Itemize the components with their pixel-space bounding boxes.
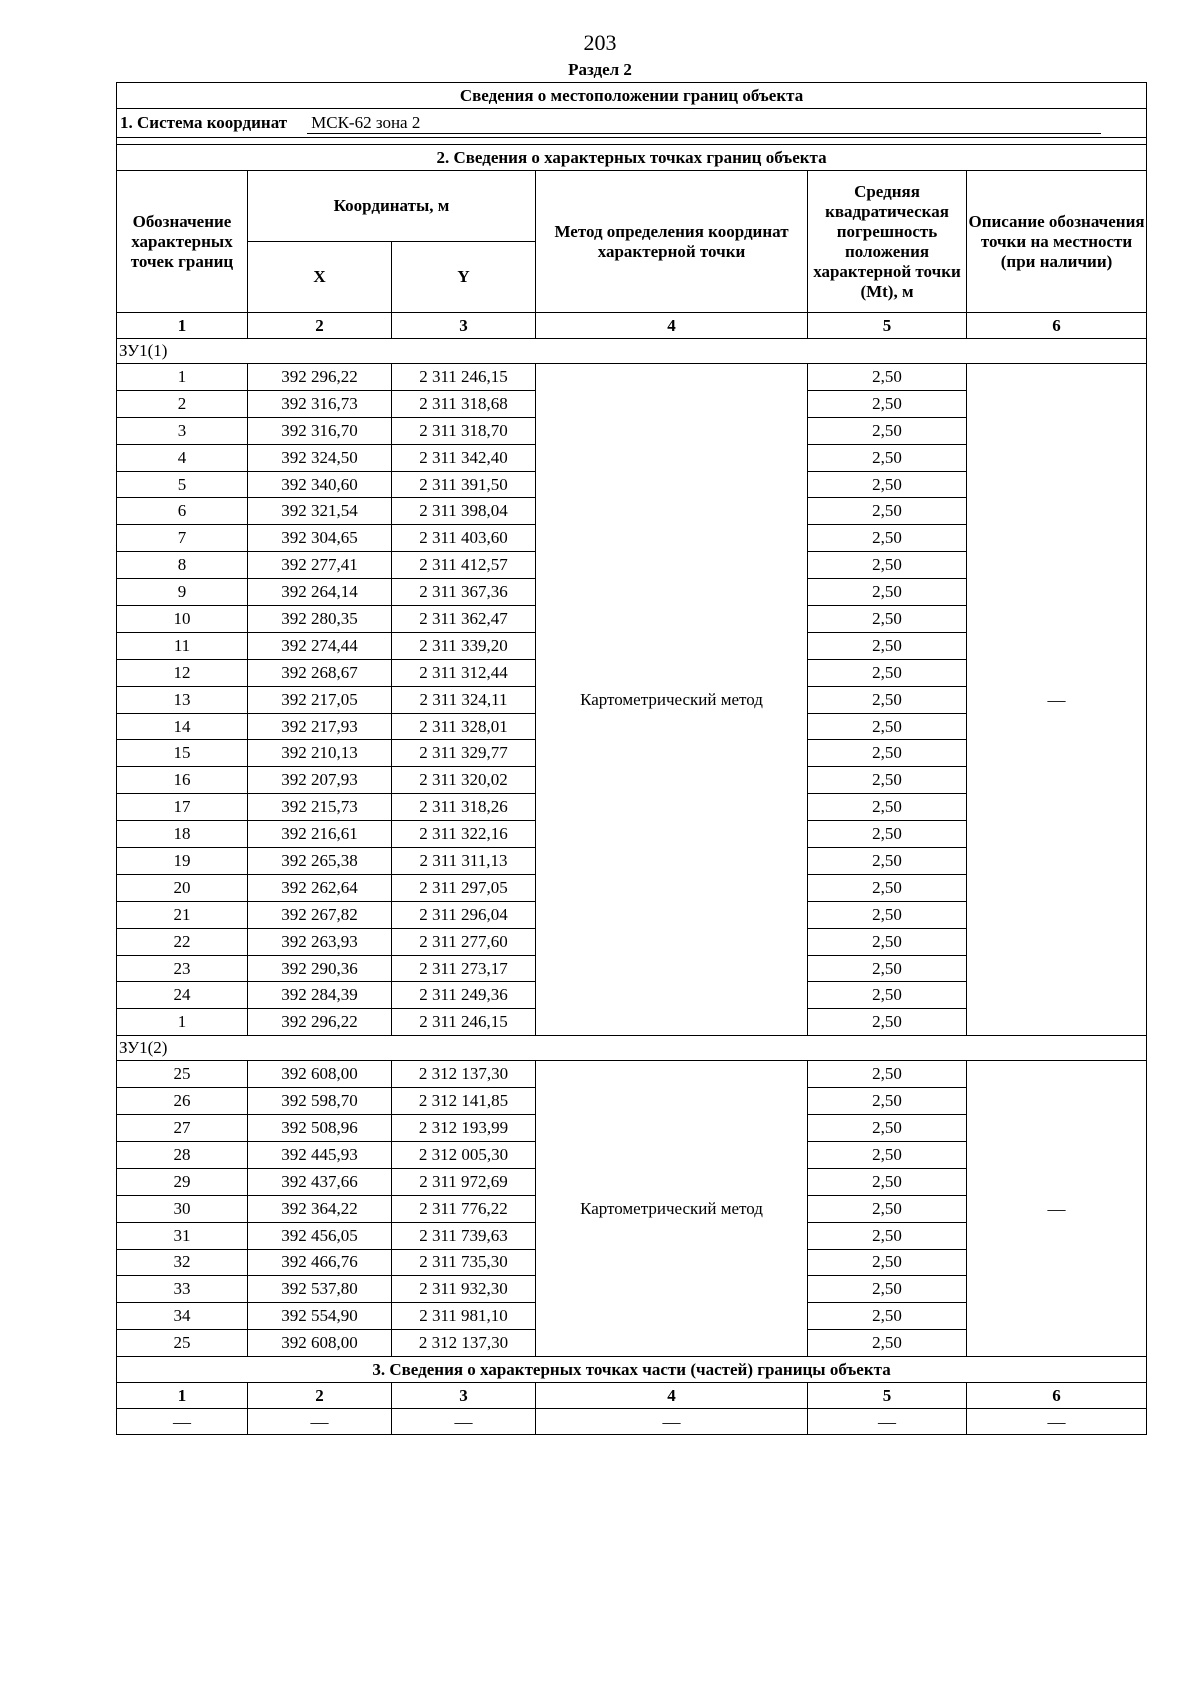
point-error: 2,50 [808, 1061, 967, 1088]
point-x: 392 284,39 [248, 982, 392, 1009]
point-y: 2 311 296,04 [392, 901, 536, 928]
point-error: 2,50 [808, 498, 967, 525]
group-name: ЗУ1(1) [117, 339, 1147, 364]
point-y: 2 312 141,85 [392, 1088, 536, 1115]
col-number-3: 3 [392, 313, 536, 339]
col-number-1: 1 [117, 313, 248, 339]
point-y: 2 311 739,63 [392, 1222, 536, 1249]
col-number-6: 6 [967, 313, 1147, 339]
point-y: 2 311 318,68 [392, 390, 536, 417]
point-error: 2,50 [808, 982, 967, 1009]
point-error: 2,50 [808, 767, 967, 794]
point-error: 2,50 [808, 821, 967, 848]
point-error: 2,50 [808, 794, 967, 821]
point-number: 1 [117, 1009, 248, 1036]
header-y: Y [392, 242, 536, 313]
part3-cell: — [536, 1409, 808, 1435]
col-number-3: 3 [392, 1383, 536, 1409]
part3-cell: — [967, 1409, 1147, 1435]
point-number: 30 [117, 1195, 248, 1222]
point-number: 2 [117, 390, 248, 417]
header-x: X [248, 242, 392, 313]
point-x: 392 537,80 [248, 1276, 392, 1303]
point-x: 392 316,70 [248, 417, 392, 444]
point-error: 2,50 [808, 955, 967, 982]
point-y: 2 311 776,22 [392, 1195, 536, 1222]
point-number: 34 [117, 1303, 248, 1330]
col-number-1: 1 [117, 1383, 248, 1409]
col-number-4: 4 [536, 313, 808, 339]
point-x: 392 217,93 [248, 713, 392, 740]
section-title: Раздел 2 [568, 60, 632, 79]
point-x: 392 608,00 [248, 1061, 392, 1088]
col-number-5: 5 [808, 313, 967, 339]
point-y: 2 311 249,36 [392, 982, 536, 1009]
point-number: 1 [117, 364, 248, 391]
point-number: 4 [117, 444, 248, 471]
point-x: 392 316,73 [248, 390, 392, 417]
point-y: 2 311 318,26 [392, 794, 536, 821]
point-number: 6 [117, 498, 248, 525]
point-x: 392 598,70 [248, 1088, 392, 1115]
point-number: 17 [117, 794, 248, 821]
point-error: 2,50 [808, 1303, 967, 1330]
point-x: 392 554,90 [248, 1303, 392, 1330]
point-number: 9 [117, 579, 248, 606]
point-number: 26 [117, 1088, 248, 1115]
point-number: 3 [117, 417, 248, 444]
point-y: 2 311 339,20 [392, 632, 536, 659]
point-y: 2 311 246,15 [392, 364, 536, 391]
point-error: 2,50 [808, 1168, 967, 1195]
point-number: 12 [117, 659, 248, 686]
point-error: 2,50 [808, 1330, 967, 1357]
point-number: 20 [117, 874, 248, 901]
point-error: 2,50 [808, 874, 967, 901]
part3-cell: — [392, 1409, 536, 1435]
point-y: 2 312 005,30 [392, 1141, 536, 1168]
description-cell: — [967, 364, 1147, 1036]
point-number: 7 [117, 525, 248, 552]
point-error: 2,50 [808, 364, 967, 391]
point-x: 392 508,96 [248, 1115, 392, 1142]
point-error: 2,50 [808, 417, 967, 444]
point-x: 392 262,64 [248, 874, 392, 901]
point-error: 2,50 [808, 659, 967, 686]
point-error: 2,50 [808, 632, 967, 659]
point-number: 23 [117, 955, 248, 982]
point-x: 392 608,00 [248, 1330, 392, 1357]
table-title: Сведения о местоположении границ объекта [117, 83, 1147, 109]
point-x: 392 280,35 [248, 606, 392, 633]
point-y: 2 311 367,36 [392, 579, 536, 606]
point-number: 27 [117, 1115, 248, 1142]
point-number: 14 [117, 713, 248, 740]
point-x: 392 263,93 [248, 928, 392, 955]
group-points [117, 1061, 1147, 1357]
point-x: 392 340,60 [248, 471, 392, 498]
header-point-designation: Обозначение характерных точек границ [117, 171, 248, 313]
point-y: 2 311 322,16 [392, 821, 536, 848]
point-y: 2 311 391,50 [392, 471, 536, 498]
col-number-6: 6 [967, 1383, 1147, 1409]
point-y: 2 311 320,02 [392, 767, 536, 794]
point-y: 2 311 277,60 [392, 928, 536, 955]
point-number: 29 [117, 1168, 248, 1195]
method-cell: Картометрический метод [536, 1061, 808, 1357]
point-number: 8 [117, 552, 248, 579]
point-error: 2,50 [808, 444, 967, 471]
point-x: 392 290,36 [248, 955, 392, 982]
point-y: 2 311 412,57 [392, 552, 536, 579]
point-y: 2 311 342,40 [392, 444, 536, 471]
point-number: 32 [117, 1249, 248, 1276]
point-y: 2 311 981,10 [392, 1303, 536, 1330]
point-y: 2 311 362,47 [392, 606, 536, 633]
point-y: 2 311 932,30 [392, 1276, 536, 1303]
point-number: 22 [117, 928, 248, 955]
point-number: 10 [117, 606, 248, 633]
point-x: 392 264,14 [248, 579, 392, 606]
table-row [117, 1061, 1147, 1088]
group-points [117, 364, 1147, 1036]
point-error: 2,50 [808, 1222, 967, 1249]
col-number-4: 4 [536, 1383, 808, 1409]
point-y: 2 311 318,70 [392, 417, 536, 444]
point-error: 2,50 [808, 1009, 967, 1036]
coord-system-row [117, 109, 1147, 138]
point-number: 21 [117, 901, 248, 928]
point-x: 392 296,22 [248, 1009, 392, 1036]
point-error: 2,50 [808, 848, 967, 875]
point-error: 2,50 [808, 606, 967, 633]
point-x: 392 304,65 [248, 525, 392, 552]
header-method: Метод определения координат характерной точки [536, 171, 808, 313]
part3-title: 3. Сведения о характерных точках части (частей) границы объекта [117, 1357, 1147, 1383]
point-error: 2,50 [808, 901, 967, 928]
point-error: 2,50 [808, 552, 967, 579]
part3-cell: — [248, 1409, 392, 1435]
point-error: 2,50 [808, 1088, 967, 1115]
point-y: 2 311 311,13 [392, 848, 536, 875]
point-x: 392 217,05 [248, 686, 392, 713]
part3-cell: — [117, 1409, 248, 1435]
spacer-row [117, 138, 1147, 145]
point-number: 15 [117, 740, 248, 767]
point-x: 392 268,67 [248, 659, 392, 686]
point-error: 2,50 [808, 928, 967, 955]
table-row [117, 364, 1147, 391]
point-error: 2,50 [808, 1249, 967, 1276]
point-y: 2 312 137,30 [392, 1330, 536, 1357]
point-number: 11 [117, 632, 248, 659]
point-number: 16 [117, 767, 248, 794]
point-x: 392 215,73 [248, 794, 392, 821]
point-number: 25 [117, 1330, 248, 1357]
part3-cell: — [808, 1409, 967, 1435]
point-y: 2 311 972,69 [392, 1168, 536, 1195]
point-y: 2 311 735,30 [392, 1249, 536, 1276]
col-number-2: 2 [248, 1383, 392, 1409]
point-x: 392 466,76 [248, 1249, 392, 1276]
point-error: 2,50 [808, 713, 967, 740]
point-error: 2,50 [808, 1195, 967, 1222]
point-number: 25 [117, 1061, 248, 1088]
header-error: Средняя квадратическая погрешность положения характерной точки (Mt), м [808, 171, 967, 313]
col-number-5: 5 [808, 1383, 967, 1409]
point-x: 392 364,22 [248, 1195, 392, 1222]
point-error: 2,50 [808, 579, 967, 606]
point-y: 2 311 403,60 [392, 525, 536, 552]
point-x: 392 216,61 [248, 821, 392, 848]
point-number: 19 [117, 848, 248, 875]
coord-system-value: МСК-62 зона 2 [307, 113, 1101, 134]
description-cell: — [967, 1061, 1147, 1357]
point-error: 2,50 [808, 740, 967, 767]
point-x: 392 445,93 [248, 1141, 392, 1168]
point-x: 392 456,05 [248, 1222, 392, 1249]
point-y: 2 311 297,05 [392, 874, 536, 901]
point-y: 2 311 328,01 [392, 713, 536, 740]
header-description: Описание обозначения точки на местности (при наличии) [967, 171, 1147, 313]
point-number: 28 [117, 1141, 248, 1168]
point-x: 392 210,13 [248, 740, 392, 767]
point-x: 392 437,66 [248, 1168, 392, 1195]
point-error: 2,50 [808, 1115, 967, 1142]
boundary-table [116, 82, 1147, 1435]
point-x: 392 296,22 [248, 364, 392, 391]
point-y: 2 311 246,15 [392, 1009, 536, 1036]
point-y: 2 312 193,99 [392, 1115, 536, 1142]
point-error: 2,50 [808, 471, 967, 498]
point-error: 2,50 [808, 1141, 967, 1168]
point-error: 2,50 [808, 686, 967, 713]
point-x: 392 321,54 [248, 498, 392, 525]
point-number: 5 [117, 471, 248, 498]
col-number-2: 2 [248, 313, 392, 339]
point-error: 2,50 [808, 390, 967, 417]
point-error: 2,50 [808, 525, 967, 552]
point-number: 18 [117, 821, 248, 848]
point-error: 2,50 [808, 1276, 967, 1303]
point-number: 24 [117, 982, 248, 1009]
header-coordinates: Координаты, м [248, 171, 536, 242]
group-name: ЗУ1(2) [117, 1036, 1147, 1061]
point-y: 2 311 273,17 [392, 955, 536, 982]
point-x: 392 265,38 [248, 848, 392, 875]
point-number: 33 [117, 1276, 248, 1303]
point-y: 2 311 329,77 [392, 740, 536, 767]
method-cell: Картометрический метод [536, 364, 808, 1036]
point-x: 392 274,44 [248, 632, 392, 659]
point-y: 2 311 312,44 [392, 659, 536, 686]
point-number: 13 [117, 686, 248, 713]
point-number: 31 [117, 1222, 248, 1249]
point-x: 392 267,82 [248, 901, 392, 928]
point-x: 392 324,50 [248, 444, 392, 471]
part2-title: 2. Сведения о характерных точках границ объекта [117, 145, 1147, 171]
point-x: 392 277,41 [248, 552, 392, 579]
point-y: 2 311 398,04 [392, 498, 536, 525]
coord-system-label: 1. Система координат [120, 112, 288, 132]
page-number: 203 [583, 30, 617, 55]
point-y: 2 312 137,30 [392, 1061, 536, 1088]
point-y: 2 311 324,11 [392, 686, 536, 713]
point-x: 392 207,93 [248, 767, 392, 794]
